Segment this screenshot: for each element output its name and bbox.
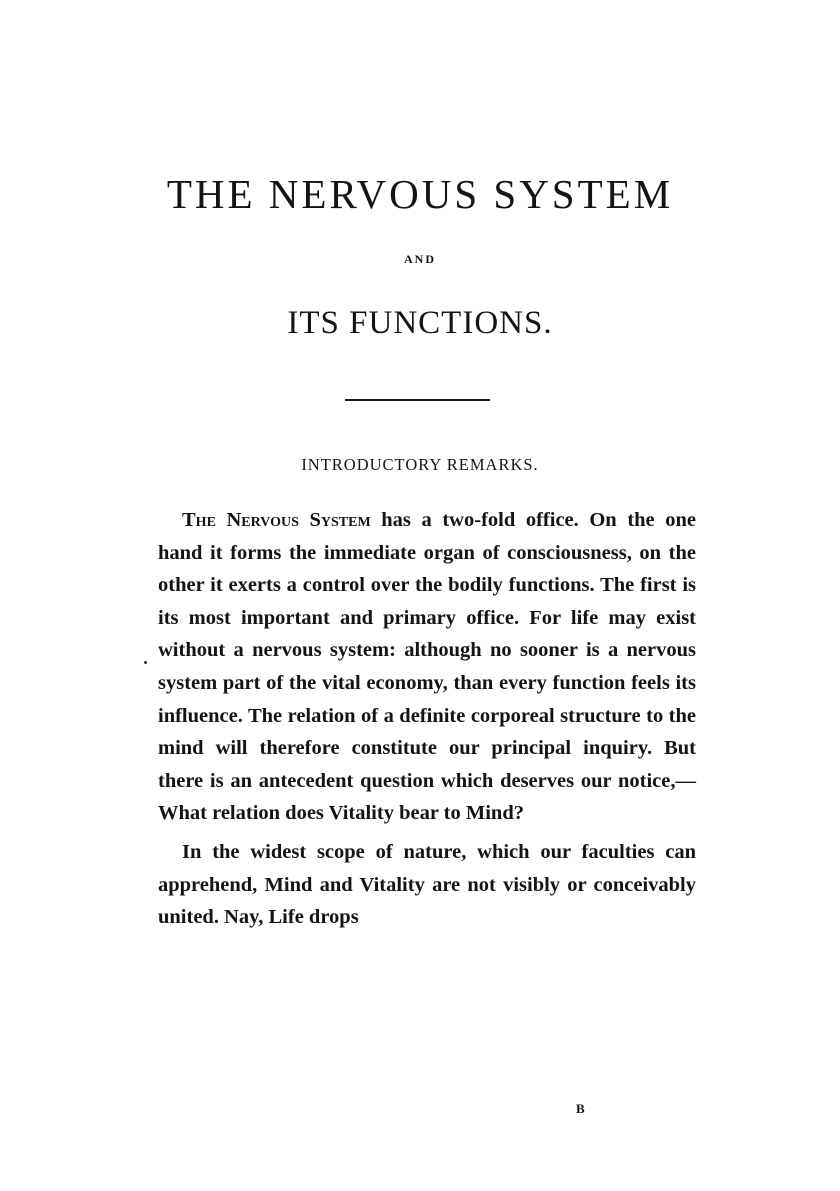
section-heading: INTRODUCTORY REMARKS.	[301, 455, 539, 474]
paragraph-1	[158, 504, 696, 830]
paragraph-2: In the widest scope of nature, which our faculties can apprehend, Mind and Vitality are not visibly or conceivably united. Nay, Life drops	[158, 840, 696, 929]
title-divider	[345, 399, 490, 401]
book-subtitle: ITS FUNCTIONS.	[287, 305, 553, 341]
paragraph-1-lead: The Nervous System	[182, 509, 371, 531]
book-title: THE NERVOUS SYSTEM	[166, 171, 674, 217]
signature-mark: B	[576, 1101, 585, 1116]
margin-speck	[144, 661, 147, 664]
paragraph-1-text: has a two-fold office. On the one hand it forms the immediate organ of consciousness, on the other it exerts a control over the bodily functions. The first is its most important and primary office. For life may exist without a nervous system: although no sooner is a nervous system part of the vital economy, than every function feels its influence. The relation of a definite corporeal structure to the mind will therefore constitute our principal inquiry. But there is an antecedent question which deserves our notice,— What relation does Vitality bear to Mind?	[158, 509, 696, 825]
body-text	[158, 504, 696, 934]
title-conjunction: AND	[404, 252, 436, 266]
